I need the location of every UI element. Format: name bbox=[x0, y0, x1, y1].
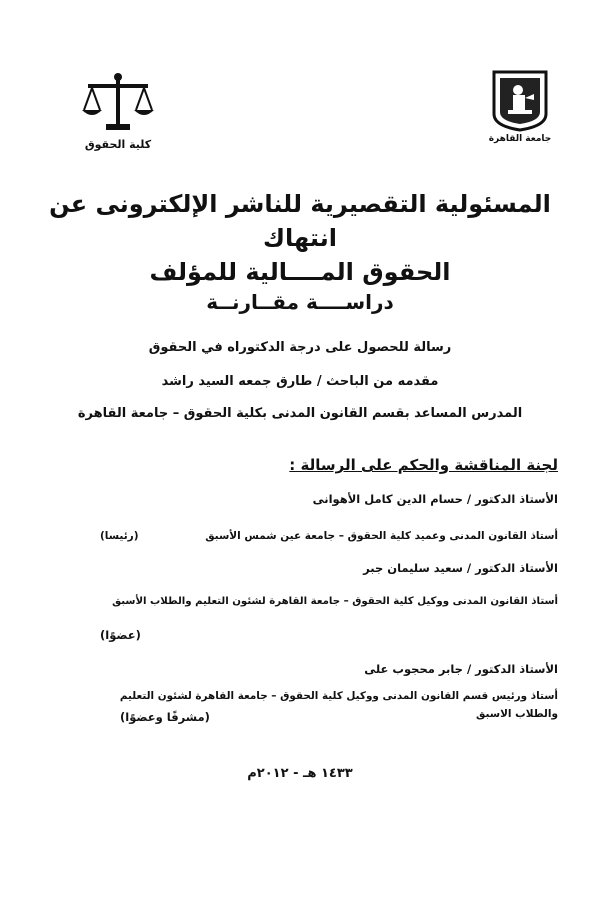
member-1-desc: أستاذ القانون المدنى وعميد كلية الحقوق – جامعة عين شمس الأسبق bbox=[205, 530, 558, 542]
faculty-logo bbox=[78, 72, 158, 162]
member-2-role: (عضوًا) bbox=[100, 628, 141, 642]
thesis-subtitle: دراســــة مقــارنــة bbox=[206, 290, 394, 314]
degree-line: رسالة للحصول على درجة الدكتوراه في الحقوق bbox=[148, 340, 452, 355]
university-logo-text: جامعة القاهرة bbox=[488, 134, 552, 144]
university-seal-icon bbox=[488, 68, 552, 132]
thesis-title-line-1: المسئولية التقصيرية للناشر الإلكترونى عن bbox=[49, 190, 551, 218]
member-1-name: الأستاذ الدكتور / حسام الدين كامل الأهوانى bbox=[312, 492, 558, 506]
thesis-title-line-3: الحقوق المــــالية للمؤلف bbox=[149, 258, 451, 286]
member-3-name: الأستاذ الدكتور / جابر محجوب على bbox=[364, 662, 558, 676]
thesis-title-line-2: انتهاك bbox=[263, 224, 337, 252]
committee-heading: لجنة المناقشة والحكم على الرسالة : bbox=[289, 456, 558, 474]
researcher-line: مقدمه من الباحث / طارق جمعه السيد راشد bbox=[161, 374, 439, 389]
member-3-desc: أستاذ ورئيس قسم القانون المدنى ووكيل كلية الحقوق – جامعة القاهرة لشئون التعليم bbox=[119, 690, 558, 702]
member-1-role: (رئيسا) bbox=[100, 530, 139, 542]
member-2-name: الأستاذ الدكتور / سعيد سليمان جبر bbox=[363, 561, 558, 575]
position-line: المدرس المساعد بقسم القانون المدنى بكلية الحقوق – جامعة القاهرة bbox=[77, 406, 523, 421]
member-3-desc-cont: والطلاب الاسبق bbox=[476, 708, 558, 720]
university-logo bbox=[488, 68, 552, 146]
date-line: ١٤٣٣ هـ - ٢٠١٢م bbox=[247, 766, 353, 781]
member-3-role: (مشرفًا وعضوًا) bbox=[120, 710, 210, 724]
scales-of-justice-icon bbox=[78, 72, 158, 134]
faculty-logo-text: كلية الحقوق bbox=[84, 138, 152, 151]
member-2-desc: أستاذ القانون المدنى ووكيل كلية الحقوق – جامعة القاهرة لشئون التعليم والطلاب الأسبق bbox=[112, 596, 558, 607]
